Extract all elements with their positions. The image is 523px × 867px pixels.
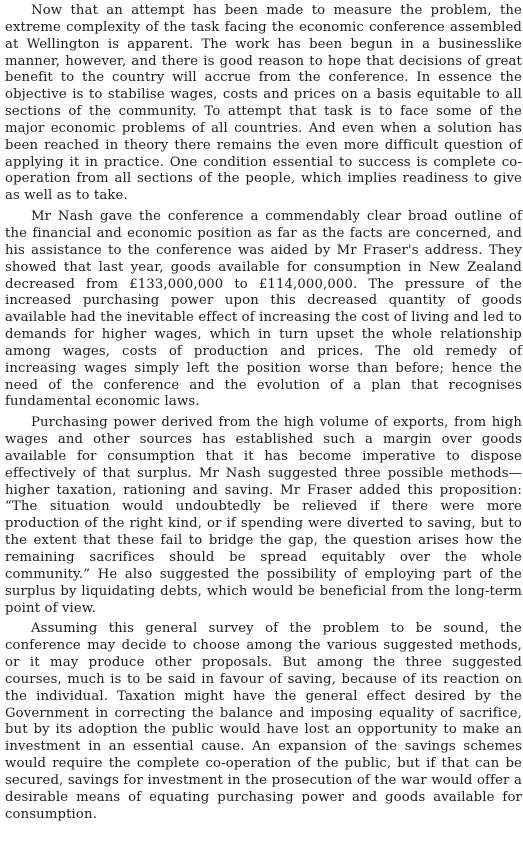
article-paragraph-2: Mr Nash gave the conference a commendably clear broad outline of the financial and economic position as far as the facts are concerned, and his assistance to the conference was aided by Mr Fraser's address. They showed that last year, goods available for consumption in New Zealand decreased from £133,000,000 to £114,000,000. The pressure of the increased purchasing power upon this decreased quantity of goods available had the inevitable effect of increasing the cost of living and led to demands for higher wages, which in turn upset the whole relationship among wages, costs of production and prices. The old remedy of increasing wages simply left the position worse than before; hence the need of the conference and the evolution of a plan that recognises fundamental economic laws. — [5, 209, 522, 410]
article-paragraph-4: Assuming this general survey of the problem to be sound, the conference may decide to choose among the various suggested methods, or it may produce other proposals. But among the three suggested courses, much is to be said in favour of saving, because of its reaction on the individual. Taxation might have the general effect desired by the Government in correcting the balance and imposing equality of sacrifice, but by its adoption the public would have lost an opportunity to make an investment in an essential cause. An expansion of the savings schemes would require the complete co-operation of the public, but if that can be secured, savings for investment in the prosecution of the war would offer a desirable means of equating purchasing power and goods available for consumption. — [5, 621, 522, 822]
article-paragraph-1: Now that an attempt has been made to measure the problem, the extreme complexity of the task facing the economic conference assembled at Wellington is apparent. The work has been begun in a businesslike manner, however, and there is good reason to hope that decisions of great benefit to the country will accrue from the conference. In essence the objective is to stabilise wages, costs and prices on a basis equitable to all sections of the community. To attempt that task is to face some of the major economic problems of all countries. And even when a solution has been reached in theory there remains the even more difficult question of applying it in practice. One condition essential to success is complete co-operation from all sections of the people, which implies readiness to give as well as to take. — [5, 3, 522, 204]
article-paragraph-3: Purchasing power derived from the high volume of exports, from high wages and other sources has established such a margin over goods available for consumption that it has become imperative to dispose effectively of that surplus. Mr Nash suggested three possible methods—higher taxation, rationing and saving. Mr Fraser added this proposition: “The situation would undoubtedly be relieved if there were more production of the right kind, or if spending were diverted to saving, but to the extent that these fail to bridge the gap, the question arises how the remaining sacrifices should be spread equitably over the whole community.” He also suggested the possibility of employing part of the surplus by liquidating debts, which would be beneficial from the long-term point of view. — [5, 415, 522, 616]
article-column — [5, 3, 522, 824]
